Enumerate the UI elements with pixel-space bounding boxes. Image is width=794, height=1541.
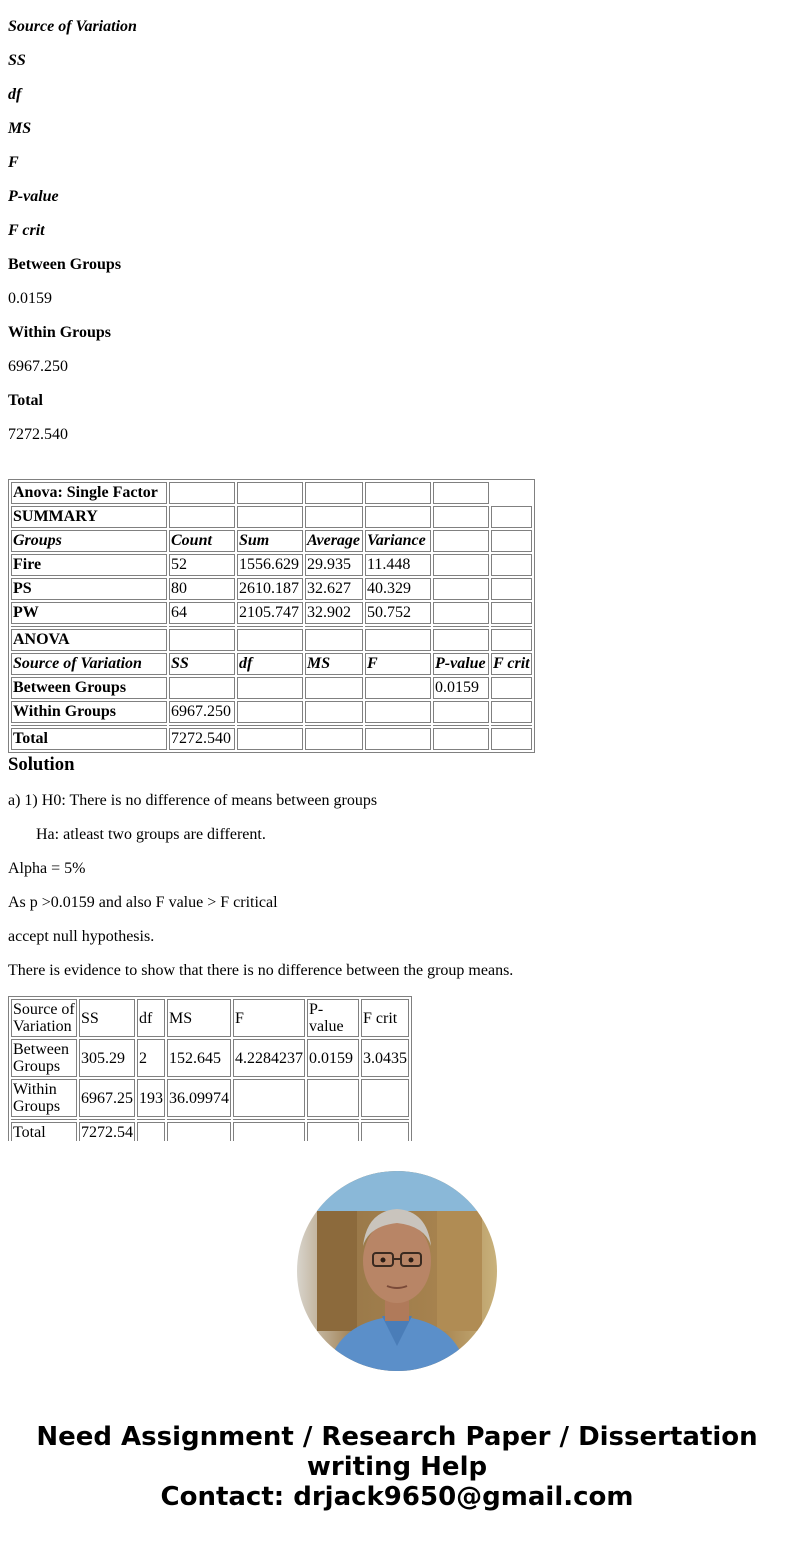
label-ss: SS xyxy=(8,52,26,69)
group-name: PW xyxy=(11,602,167,624)
table-row xyxy=(11,506,532,528)
table-cell xyxy=(233,1079,305,1117)
table-cell xyxy=(237,629,303,651)
table-cell xyxy=(365,629,431,651)
header-ms: MS xyxy=(305,653,363,675)
table-row xyxy=(11,482,532,504)
table-cell xyxy=(365,506,431,528)
decision-text: accept null hypothesis. xyxy=(8,928,155,945)
table-cell xyxy=(307,1122,359,1141)
group-count: 64 xyxy=(169,602,235,624)
within-df: 193 xyxy=(137,1079,165,1117)
header-variance: Variance xyxy=(365,530,431,552)
between-ms: 152.645 xyxy=(167,1039,231,1077)
header-source-of-variation: Source of Variation xyxy=(11,999,77,1037)
header-f: F xyxy=(365,653,431,675)
footer-promo xyxy=(0,1422,794,1512)
header-p-value: P-value xyxy=(433,653,489,675)
header-f-crit: F crit xyxy=(491,653,532,675)
table-cell xyxy=(491,482,532,504)
result-table-container xyxy=(8,996,412,1141)
total-label: Total xyxy=(11,728,167,750)
anova-label: ANOVA xyxy=(11,629,167,651)
header-f-crit: F crit xyxy=(361,999,409,1037)
table-cell xyxy=(491,602,532,624)
group-average: 32.627 xyxy=(305,578,363,600)
table-cell xyxy=(169,482,235,504)
table-cell xyxy=(433,506,489,528)
table-cell xyxy=(433,602,489,624)
table-cell xyxy=(237,677,303,699)
header-average: Average xyxy=(305,530,363,552)
table-header-row xyxy=(11,999,409,1037)
between-ss: 305.29 xyxy=(79,1039,135,1077)
value-between-groups: 0.0159 xyxy=(8,290,52,307)
hypothesis-h0: a) 1) H0: There is no difference of means between groups xyxy=(8,792,378,809)
between-fcrit: 3.0435 xyxy=(361,1039,409,1077)
label-within-groups: Within Groups xyxy=(8,324,112,341)
table-cell xyxy=(365,482,431,504)
label-f: F xyxy=(8,154,19,171)
footer-line: writing Help xyxy=(306,1452,488,1482)
table-cell xyxy=(169,506,235,528)
table-cell xyxy=(233,1122,305,1141)
solution-body xyxy=(8,792,788,996)
group-sum: 1556.629 xyxy=(237,554,303,576)
header-p-value: P-value xyxy=(307,999,359,1037)
header-count: Count xyxy=(169,530,235,552)
group-count: 80 xyxy=(169,578,235,600)
within-ss: 6967.25 xyxy=(79,1079,135,1117)
table-row xyxy=(11,1039,409,1077)
table-row xyxy=(11,554,532,576)
table-cell xyxy=(237,482,303,504)
group-name: Fire xyxy=(11,554,167,576)
header-ss: SS xyxy=(79,999,135,1037)
footer-line: Need Assignment / Research Paper / Dissertation xyxy=(36,1422,758,1452)
table-cell xyxy=(305,701,363,723)
table-cell xyxy=(305,506,363,528)
table-cell xyxy=(433,728,489,750)
table-row xyxy=(11,1079,409,1117)
header-df: df xyxy=(137,999,165,1037)
table-row xyxy=(11,677,532,699)
group-count: 52 xyxy=(169,554,235,576)
table-cell xyxy=(307,1079,359,1117)
alpha-text: Alpha = 5% xyxy=(8,860,86,877)
between-groups-label: Between Groups xyxy=(11,1039,77,1077)
table-cell xyxy=(237,701,303,723)
table-separator-row xyxy=(11,626,532,627)
hypothesis-ha: Ha: atleast two groups are different. xyxy=(36,826,266,843)
group-name: PS xyxy=(11,578,167,600)
table-separator-row xyxy=(11,1119,409,1120)
table-cell xyxy=(433,578,489,600)
label-source-of-variation: Source of Variation xyxy=(8,18,137,35)
table-cell xyxy=(361,1079,409,1117)
label-p-value: P-value xyxy=(8,188,59,205)
table-cell xyxy=(305,629,363,651)
table-cell xyxy=(433,482,489,504)
label-total: Total xyxy=(8,392,43,409)
conclusion-text: There is evidence to show that there is no difference between the group means. xyxy=(8,962,514,979)
table-header-row xyxy=(11,653,532,675)
table-row xyxy=(11,629,532,651)
header-sum: Sum xyxy=(237,530,303,552)
top-list xyxy=(0,18,794,444)
table-cell xyxy=(237,506,303,528)
table-row xyxy=(11,1122,409,1141)
header-groups: Groups xyxy=(11,530,167,552)
group-sum: 2105.747 xyxy=(237,602,303,624)
group-sum: 2610.187 xyxy=(237,578,303,600)
table-cell xyxy=(491,677,532,699)
total-label: Total xyxy=(11,1122,77,1141)
table-cell xyxy=(137,1122,165,1141)
table-cell xyxy=(361,1122,409,1141)
group-average: 29.935 xyxy=(305,554,363,576)
table-cell xyxy=(167,1122,231,1141)
label-ms: MS xyxy=(8,120,32,137)
group-variance: 11.448 xyxy=(365,554,431,576)
header-ms: MS xyxy=(167,999,231,1037)
within-ms: 36.09974 xyxy=(167,1079,231,1117)
label-f-crit: F crit xyxy=(8,222,45,239)
total-ss: 7272.54 xyxy=(79,1122,135,1141)
within-groups-label: Within Groups xyxy=(11,701,167,723)
between-groups-pvalue: 0.0159 xyxy=(433,677,489,699)
table-cell xyxy=(305,677,363,699)
table-title: Anova: Single Factor xyxy=(11,482,167,504)
table-row xyxy=(11,578,532,600)
table-cell xyxy=(433,530,489,552)
between-pvalue: 0.0159 xyxy=(307,1039,359,1077)
group-variance: 40.329 xyxy=(365,578,431,600)
table-cell xyxy=(365,701,431,723)
header-source-of-variation: Source of Variation xyxy=(11,653,167,675)
table-cell xyxy=(491,701,532,723)
summary-label: SUMMARY xyxy=(11,506,167,528)
header-f: F xyxy=(233,999,305,1037)
total-ss: 7272.540 xyxy=(169,728,235,750)
table-cell xyxy=(169,629,235,651)
value-within-groups: 6967.250 xyxy=(8,358,68,375)
table-cell xyxy=(365,677,431,699)
value-total: 7272.540 xyxy=(8,426,68,443)
table-header-row xyxy=(11,530,532,552)
result-anova-table xyxy=(8,996,412,1141)
table-cell xyxy=(305,482,363,504)
header-df: df xyxy=(237,653,303,675)
table-cell xyxy=(491,728,532,750)
within-groups-ss: 6967.250 xyxy=(169,701,235,723)
table-separator-row xyxy=(11,725,532,726)
contact-email: Contact: drjack9650@gmail.com xyxy=(160,1482,634,1512)
anova-single-factor-table xyxy=(8,479,535,753)
table-cell xyxy=(491,578,532,600)
between-df: 2 xyxy=(137,1039,165,1077)
label-df: df xyxy=(8,86,22,103)
within-groups-label: Within Groups xyxy=(11,1079,77,1117)
group-average: 32.902 xyxy=(305,602,363,624)
author-photo-illustration xyxy=(297,1171,497,1371)
table-cell xyxy=(433,701,489,723)
table-cell xyxy=(491,629,532,651)
table-cell xyxy=(433,554,489,576)
label-between-groups: Between Groups xyxy=(8,256,122,273)
table-row xyxy=(11,728,532,750)
table-cell xyxy=(491,506,532,528)
group-variance: 50.752 xyxy=(365,602,431,624)
between-f: 4.2284237 xyxy=(233,1039,305,1077)
table-row xyxy=(11,602,532,624)
table-cell xyxy=(491,530,532,552)
header-ss: SS xyxy=(169,653,235,675)
table-cell xyxy=(365,728,431,750)
decision-reason: As p >0.0159 and also F value > F critical xyxy=(8,894,278,911)
table-cell xyxy=(237,728,303,750)
author-photo xyxy=(297,1171,497,1371)
between-groups-label: Between Groups xyxy=(11,677,167,699)
table-cell xyxy=(169,677,235,699)
table-cell xyxy=(491,554,532,576)
table-row xyxy=(11,701,532,723)
solution-heading: Solution xyxy=(8,754,75,775)
table-cell xyxy=(305,728,363,750)
table-cell xyxy=(433,629,489,651)
